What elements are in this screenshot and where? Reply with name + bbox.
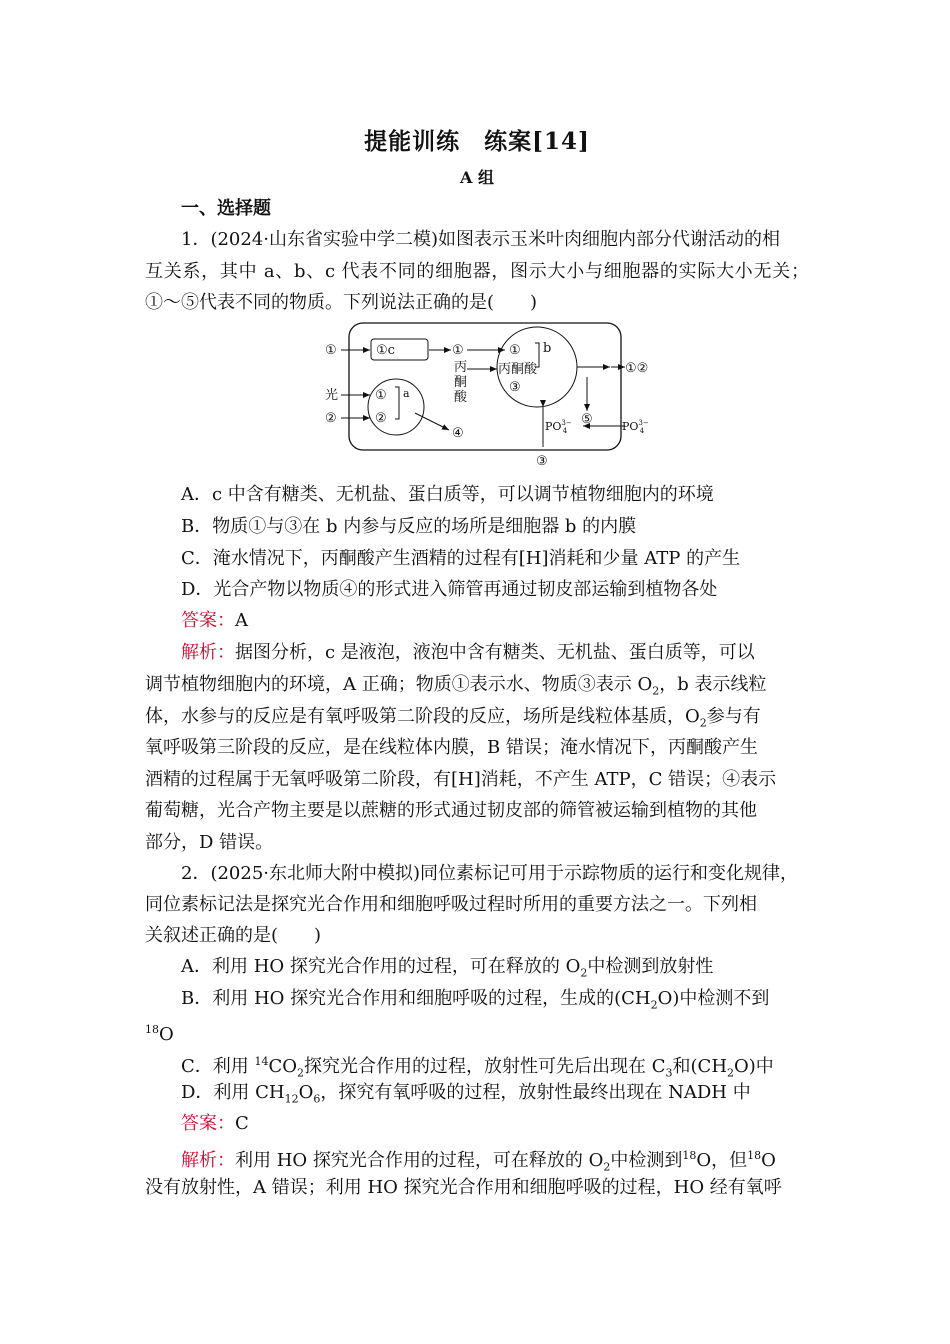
po4-right-label: $PO^{3-}$ 4 — [622, 419, 649, 435]
q1-analysis-line-1 — [181, 639, 809, 667]
output-label: ①② — [625, 361, 649, 376]
atp-label: ⑤ — [581, 412, 593, 427]
q2-option-a: A．利用 HO 探究光合作用的过程，可在释放的 $O_2$中检测到放射性 — [181, 956, 714, 980]
answer-label: 答案： — [181, 610, 235, 631]
q1-analysis-line-2: 调节植物细胞内的环境，A 正确；物质①表示水、物质③表示 $O_2$，b 表示线粒 — [145, 674, 767, 698]
mito-oxygen-label: ③ — [509, 380, 521, 395]
input-water-label: ① — [325, 343, 337, 358]
pyruvate-char-1: 丙 — [454, 360, 468, 375]
q2-option-d: D．利用 $CH_{12}O_6$，探究有氧呼吸的过程，放射性最终出现在 NADH 中 — [181, 1082, 751, 1106]
q1-stem-line-3: ①～⑤代表不同的物质。下列说法正确的是( ) — [145, 292, 538, 313]
q2-answer — [181, 1110, 249, 1138]
answer-value: A — [235, 610, 248, 631]
mito-pyruvate-label: 丙酮酸 — [498, 362, 538, 377]
chloro-water-label: ① — [375, 388, 387, 403]
pyruvate-water-label: ① — [452, 343, 464, 358]
cell-metabolism-diagram — [325, 317, 649, 469]
q2-option-c: C．利用 $^{14}CO_2$探究光合作用的过程，放射性可先后出现在 $C_3$和$(CH_2O)$中 — [181, 1055, 774, 1080]
analysis-label: 解析： — [181, 642, 235, 663]
pyruvate-char-2: 酮 — [454, 375, 468, 390]
chloro-co2-label: ② — [375, 411, 387, 426]
q1-analysis-line-6: 葡萄糖，光合产物主要是以蔗糖的形式通过韧皮部的筛管被运输到植物的其他 — [145, 800, 757, 821]
q1-answer — [181, 607, 248, 635]
q2-stem-line-1: 2．(2025·东北师大附中模拟)同位素标记可用于示踪物质的运行和变化规律， — [181, 863, 799, 884]
analysis-label: 解析： — [181, 1150, 235, 1171]
q2-analysis-line-1: 解析：利用 HO 探究光合作用的过程，可在释放的 $O_2$中检测到$^{18}$O，但$^{18}$O — [181, 1149, 776, 1174]
chloro-a-label: a — [403, 387, 410, 400]
input-co2-label: ② — [325, 411, 337, 426]
q1-stem-line-1: 1．(2024·山东省实验中学二模)如图表示玉米叶肉细胞内部分代谢活动的相 — [181, 229, 781, 250]
answer-value: C — [235, 1113, 249, 1134]
q1-analysis-line-7: 部分，D 错误。 — [145, 832, 274, 853]
section-heading: 一、选择题 — [181, 198, 271, 219]
mito-water-label: ① — [509, 343, 521, 358]
q2-option-b: B．利用 HO 探究光合作用和细胞呼吸的过程，生成的$(CH_2O)$中检测不到 — [181, 988, 770, 1012]
q2-stem-line-3: 关叙述正确的是( ) — [145, 925, 322, 946]
q2-stem-line-2: 同位素标记法是探究光合作用和细胞呼吸过程时所用的重要方法之一。下列相 — [145, 894, 757, 915]
q1-option-b: B．物质①与③在 b 内参与反应的场所是细胞器 b 的内膜 — [181, 516, 637, 537]
q1-analysis-line-3: 体，水参与的反应是有氧呼吸第二阶段的反应，场所是线粒体基质，$O_2$参与有 — [145, 706, 761, 730]
q1-analysis-line-5: 酒精的过程属于无氧呼吸第二阶段，有[H]消耗，不产生 ATP，C 错误；④表示 — [145, 769, 777, 790]
q2-option-b-cont: $^{18}$O — [145, 1023, 174, 1045]
vacuole-c-label: ①c — [376, 343, 395, 358]
po4-left-label: $PO^{3-}$ 4 — [545, 419, 572, 435]
light-label: 光 — [325, 388, 339, 403]
q1-option-a: A．c 中含有糖类、无机盐、蛋白质等，可以调节植物细胞内的环境 — [181, 484, 714, 505]
q1-option-c: C．淹水情况下，丙酮酸产生酒精的过程有[H]消耗和少量 ATP 的产生 — [181, 548, 741, 569]
answer-label: 答案： — [181, 1113, 235, 1134]
oxygen-input-label: ③ — [536, 454, 548, 469]
glucose-label: ④ — [452, 426, 464, 441]
q2-analysis-line-2: 没有放射性，A 错误；利用 HO 探究光合作用和细胞呼吸的过程，HO 经有氧呼 — [145, 1177, 782, 1198]
q1-stem-line-2: 互关系，其中 a、b、c 代表不同的细胞器，图示大小与细胞器的实际大小无关； — [145, 261, 809, 282]
group-label: A 组 — [460, 168, 494, 187]
q1-option-d: D．光合产物以物质④的形式进入筛管再通过韧皮部运输到植物各处 — [181, 579, 718, 600]
analysis-text: 据图分析，c 是液泡，液泡中含有糖类、无机盐、蛋白质等，可以 — [235, 642, 755, 663]
page-title: 提能训练 练案[14] — [364, 128, 590, 155]
mito-b-label: b — [543, 341, 552, 356]
pyruvate-char-3: 酸 — [454, 390, 468, 405]
q1-analysis-line-4: 氧呼吸第三阶段的反应，是在线粒体内膜，B 错误；淹水情况下，丙酮酸产生 — [145, 737, 758, 758]
